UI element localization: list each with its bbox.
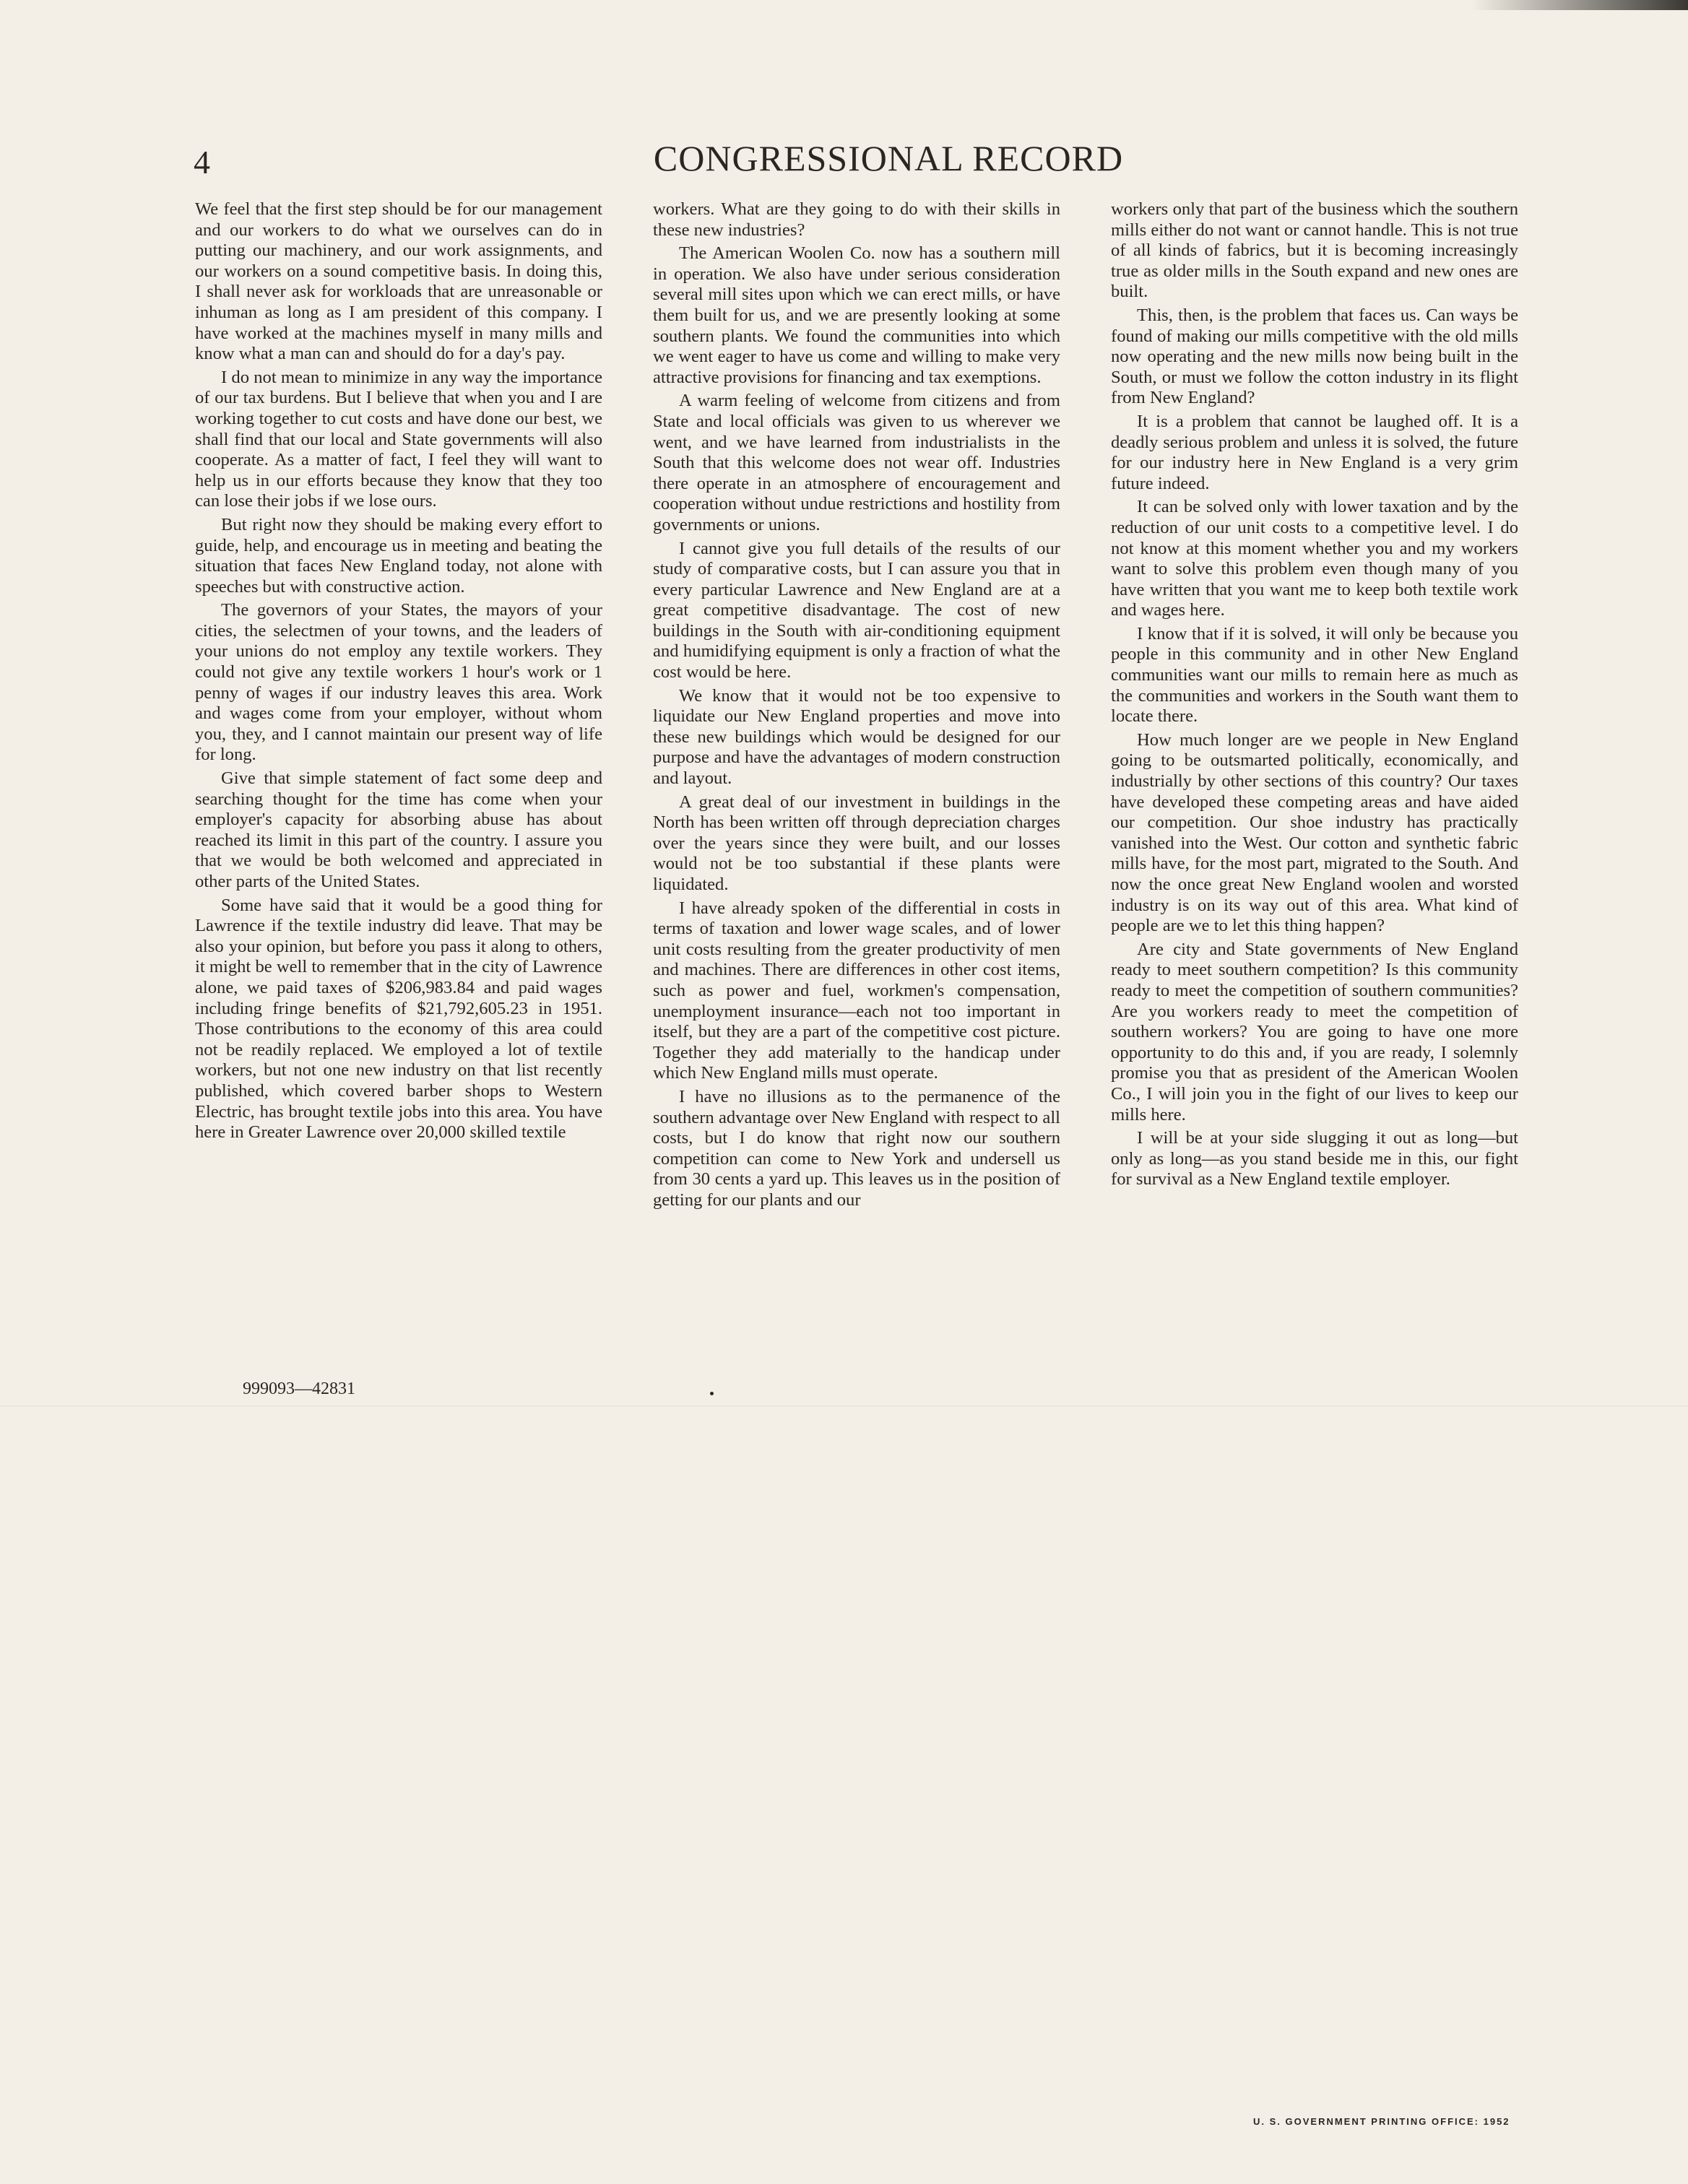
text-column-2 <box>653 199 1060 1214</box>
paragraph: I will be at your side slugging it out as long—but only as long—as you stand beside me in this, our fight for survival as a New England textile employer. <box>1111 1128 1518 1190</box>
ink-dot <box>710 1392 714 1395</box>
paragraph: I do not mean to minimize in any way the importance of our tax burdens. But I believe that when you and I are working together to cut costs and have done our best, we shall find that our local and State governments will also cooperate. As a matter of fact, I feel they will want to help us in our efforts because they know that they too can lose their jobs if we lose ours. <box>195 367 602 511</box>
paragraph: How much longer are we people in New England going to be outsmarted politically, economically, and industrially by other sections of this country? Our taxes have developed these competing areas and have aided our competition. Our shoe industry has practically vanished into the West. Our cotton and synthetic fabric mills have, for the most part, migrated to the South. And now the once great New England woolen and worsted industry is on its way out of this area. What kind of people are we to let this thing happen? <box>1111 729 1518 936</box>
text-column-3 <box>1111 199 1518 1193</box>
text-column-1 <box>195 199 602 1146</box>
paragraph: This, then, is the problem that faces us. Can ways be found of making our mills competitive with the old mills now operating and the new mills now being built in the South, or must we follow the cotton industry in its flight from New England? <box>1111 305 1518 408</box>
paragraph: Some have said that it would be a good thing for Lawrence if the textile industry did leave. That may be also your opinion, but before you pass it along to others, it might be well to remember that in the city of Lawrence alone, we paid taxes of $206,983.84 and paid wages including fringe benefits of $21,792,605.23 in 1951. Those contributions to the economy of this area could not be readily replaced. We employed a lot of textile workers, but not one new industry on that list recently published, which covered barber shops to Western Electric, has brought textile jobs into this area. You have here in Greater Lawrence over 20,000 skilled textile <box>195 895 602 1143</box>
printer-imprint: U. S. GOVERNMENT PRINTING OFFICE: 1952 <box>1253 2116 1510 2127</box>
paragraph: It can be solved only with lower taxation and by the reduction of our unit costs to a competitive level. I do not know at this moment whether you and my workers want to solve this problem even though many of you have written that you want me to keep both textile work and wages here. <box>1111 497 1518 620</box>
paragraph: I know that if it is solved, it will only be because you people in this community and in other New England communities want our mills to remain here as much as the communities and workers in the South want them to locate there. <box>1111 623 1518 727</box>
paragraph: The governors of your States, the mayors of your cities, the selectmen of your towns, and the leaders of your unions do not employ any textile workers. They could not give any textile workers 1 hour's work or 1 penny of wages if our industry leaves this area. Work and wages come from your employer, without whom you, they, and I cannot maintain our present way of life for long. <box>195 600 602 765</box>
article-columns <box>195 199 1518 1398</box>
paragraph: workers only that part of the business which the southern mills either do not want or cannot handle. This is not true of all kinds of fabrics, but it is becoming increasingly true as older mills in the South expand and new ones are built. <box>1111 199 1518 302</box>
paragraph: The American Woolen Co. now has a southern mill in operation. We also have under serious consideration several mill sites upon which we can erect mills, or have them built for us, and we are presently looking at some southern plants. We found the communities into which we went eager to have us come and willing to make very attractive provisions for financing and tax exemptions. <box>653 243 1060 387</box>
paragraph: We feel that the first step should be for our management and our workers to do what we ourselves can do in putting our machinery, and our work assignments, and our workers on a sound competitive basis. In doing this, I shall never ask for workloads that are unreasonable or inhuman as long as I am president of this company. I have worked at the machines myself in many mills and know what a man can and should do for a day's pay. <box>195 199 602 364</box>
paragraph: But right now they should be making every effort to guide, help, and encourage us in meeting and beating the situation that faces New England today, not alone with speeches but with constructive action. <box>195 514 602 597</box>
paragraph: Are city and State governments of New England ready to meet southern competition? Is this community ready to meet the competition of southern communities? Are you workers ready to meet the competition of southern workers? You are going to have one more opportunity to do this and, if you are ready, I solemnly promise you that as president of the American Woolen Co., I will join you in the fight of our lives to keep our mills here. <box>1111 939 1518 1124</box>
paragraph: I have no illusions as to the permanence of the southern advantage over New England with respect to all costs, but I do know that right now our southern competition can come to New York and undersell us from 30 cents a yard up. This leaves us in the position of getting for our plants and our <box>653 1086 1060 1210</box>
paragraph: workers. What are they going to do with their skills in these new industries? <box>653 199 1060 240</box>
paragraph: Give that simple statement of fact some deep and searching thought for the time has come when your employer's capacity for absorbing abuse has about reached its limit in this part of the country. I assure you that we would be both welcomed and appreciated in other parts of the United States. <box>195 768 602 891</box>
paragraph: A great deal of our investment in buildings in the North has been written off through depreciation charges over the years since they were built, and our losses would not be too substantial if these plants were liquidated. <box>653 792 1060 894</box>
masthead-title: CONGRESSIONAL RECORD <box>653 138 1124 178</box>
job-number: 999093—42831 <box>243 1379 355 1398</box>
paragraph: A warm feeling of welcome from citizens and from State and local officials was given to us wherever we went, and we have learned from industrialists in the South that this welcome does not wear off. Industries there operate in an atmosphere of encouragement and cooperation without undue restrictions and hostility from governments or unions. <box>653 391 1060 534</box>
page-corner-shadow <box>1471 0 1688 10</box>
paragraph: I have already spoken of the differential in costs in terms of taxation and lower wage scales, and of lower unit costs resulting from the greater productivity of men and machines. There are differences in other cost items, such as power and fuel, workmen's compensation, unemployment insurance—each not too important in itself, but they are a part of the competitive cost picture. Together they add materially to the handicap under which New England mills must operate. <box>653 898 1060 1083</box>
paragraph: It is a problem that cannot be laughed off. It is a deadly serious problem and unless it is solved, the future for our industry here in New England is a very grim future indeed. <box>1111 411 1518 493</box>
paper-fold-line <box>0 1405 1688 1408</box>
page-number: 4 <box>194 144 210 181</box>
paragraph: We know that it would not be too expensive to liquidate our New England properties and move into these new buildings which would be designed for our purpose and have the advantages of modern construction and layout. <box>653 685 1060 789</box>
paragraph: I cannot give you full details of the results of our study of comparative costs, but I can assure you that in every particular Lawrence and New England are at a great competitive disadvantage. The cost of new buildings in the South with air-conditioning equipment and humidifying equipment is only a fraction of what the cost would be here. <box>653 538 1060 682</box>
